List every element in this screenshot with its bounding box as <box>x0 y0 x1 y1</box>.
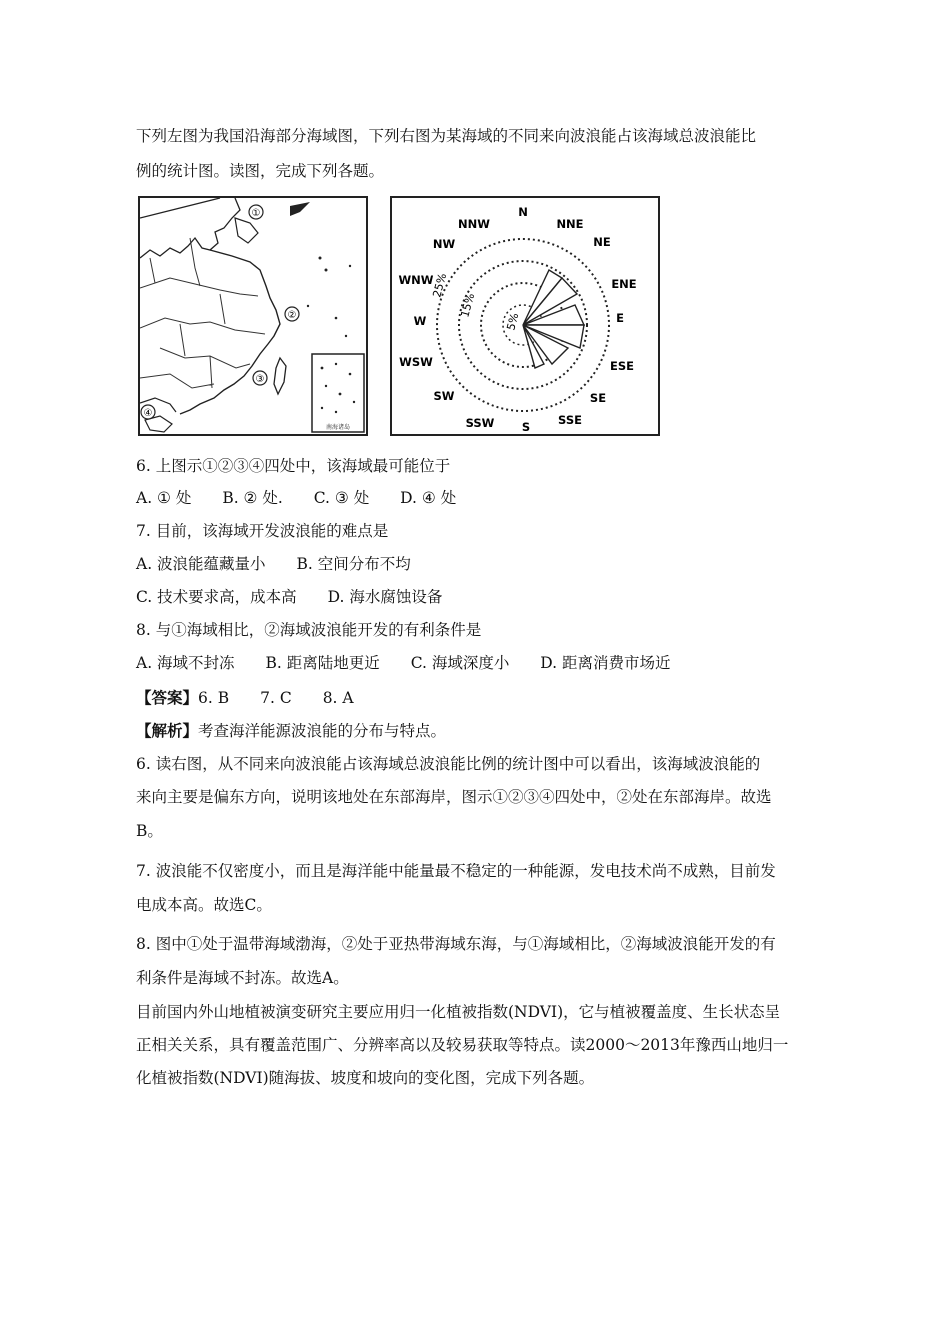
q8-options <box>136 647 816 680</box>
ring-label-25: 25% <box>430 271 450 299</box>
q8-option-c: C. 海域深度小 <box>410 654 510 672</box>
q7-stem: 7. 目前，该海域开发波浪能的难点是 <box>136 522 389 540</box>
dir-SW: SW <box>433 389 455 403</box>
dir-W: W <box>413 314 427 328</box>
dir-N: N <box>518 205 528 219</box>
next-intro-line-1: 目前国内外山地植被演变研究主要应用归一化植被指数(NDVI)，它与植被覆盖度、生长状态呈 <box>136 1003 781 1021</box>
coastal-map-drawing <box>140 198 366 434</box>
rose-drawing <box>392 198 658 434</box>
wave-energy-rose-chart <box>390 196 660 436</box>
ring-label-5: 5% <box>504 311 522 332</box>
dir-SE: SE <box>589 391 607 405</box>
dir-WSW: WSW <box>399 355 433 369</box>
intro-line-2: 例的统计图。读图，完成下列各题。 <box>136 162 385 180</box>
figure <box>138 196 662 438</box>
dir-E: E <box>616 311 624 325</box>
ring-label-15: 15% <box>458 291 478 319</box>
q7-option-a: A. 波浪能蕴藏量小 <box>136 555 266 573</box>
q6-stem: 6. 上图示①②③④四处中，该海域最可能位于 <box>136 457 451 475</box>
analysis-q6-line-1: 6. 读右图，从不同来向波浪能占该海域总波浪能比例的统计图中可以看出，该海域波浪能的 <box>136 755 761 773</box>
q8-option-b: B. 距离陆地更近 <box>265 654 380 672</box>
q6-option-d: D. ④ 处 <box>400 489 457 507</box>
q8-stem: 8. 与①海域相比，②海域波浪能开发的有利条件是 <box>136 621 482 639</box>
analysis-label: 【解析】 <box>136 721 199 740</box>
dir-NNW: NNW <box>458 217 490 231</box>
analysis-text: 考查海洋能源波浪能的分布与特点。 <box>198 722 447 740</box>
map-inset-label: 南海诸岛 <box>325 424 351 431</box>
next-intro-line-3: 化植被指数(NDVI)随海拔、坡度和坡向的变化图，完成下列各题。 <box>136 1069 595 1087</box>
coastal-map <box>138 196 368 436</box>
dir-NW: NW <box>432 237 456 251</box>
answer-text: 6. B 7. C 8. A <box>198 689 354 707</box>
analysis-q7-line-1: 7. 波浪能不仅密度小，而且是海洋能中能量最不稳定的一种能源，发电技术尚不成熟，目前发 <box>136 862 776 880</box>
map-marker-2: ② <box>287 310 297 321</box>
q8-option-a: A. 海域不封冻 <box>136 654 235 672</box>
dir-ESE: ESE <box>610 359 634 373</box>
q6-option-b: B. ② 处. <box>222 489 283 507</box>
analysis-line <box>136 714 816 748</box>
analysis-q7-line-2: 电成本高。故选C。 <box>136 896 272 914</box>
q6-option-c: C. ③ 处 <box>313 489 370 507</box>
q7-option-c: C. 技术要求高，成本高 <box>136 588 297 606</box>
dir-WNW: WNW <box>398 273 434 287</box>
answer-line <box>136 681 816 715</box>
analysis-q6-line-2: 来向主要是偏东方向，说明该地处在东部海岸，图示①②③④四处中，②处在东部海岸。故选 <box>136 788 772 806</box>
q7-option-d: D. 海水腐蚀设备 <box>327 588 443 606</box>
analysis-q6-line-3: B。 <box>136 822 163 840</box>
next-intro-line-2: 正相关关系，具有覆盖范围广、分辨率高以及较易获取等特点。读2000～2013年豫西山地归一 <box>136 1036 789 1054</box>
map-marker-4: ④ <box>143 408 153 419</box>
answer-label: 【答案】 <box>136 688 199 707</box>
q6-options <box>136 482 816 515</box>
dir-ENE: ENE <box>611 277 637 291</box>
map-marker-1: ① <box>251 208 261 219</box>
analysis-q8-line-1: 8. 图中①处于温带海域渤海，②处于亚热带海域东海，与①海域相比，②海域波浪能开发的有 <box>136 935 776 953</box>
dir-SSW: SSW <box>465 416 495 430</box>
intro-line-1: 下列左图为我国沿海部分海域图，下列右图为某海域的不同来向波浪能占该海域总波浪能比 <box>136 127 757 145</box>
dir-NE: NE <box>593 235 611 249</box>
q7-options-row-1 <box>136 548 816 581</box>
q6-option-a: A. ① 处 <box>136 489 192 507</box>
q7-options-row-2 <box>136 581 816 614</box>
q8-option-d: D. 距离消费市场近 <box>540 654 671 672</box>
dir-S: S <box>521 420 531 434</box>
q7-option-b: B. 空间分布不均 <box>296 555 411 573</box>
dir-SSE: SSE <box>558 413 582 427</box>
dir-NNE: NNE <box>556 217 584 231</box>
map-marker-3: ③ <box>255 374 265 385</box>
analysis-q8-line-2: 利条件是海域不封冻。故选A。 <box>136 969 349 987</box>
